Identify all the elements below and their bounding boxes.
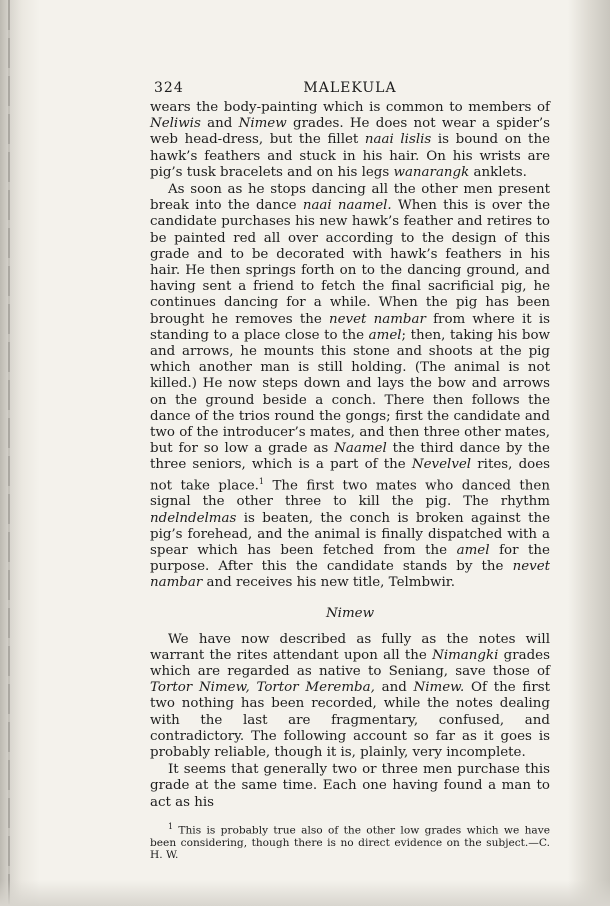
italic-term: naai naamel.: [302, 198, 392, 214]
italic-term: Nimew: [238, 116, 287, 132]
italic-term: amel: [456, 542, 490, 558]
page-bottom-shadow: [0, 880, 610, 906]
paragraph-p4: [150, 762, 550, 811]
text-run: from where it is standing to a place close to the: [150, 311, 550, 343]
italic-term: nevet nambar: [150, 559, 550, 591]
running-head: MALEKULA: [303, 80, 397, 96]
italic-term: Neliwis: [150, 116, 201, 132]
text-run: When this is over the candidate purchases his new hawk’s feather and retires to be painted red all over according to the design of this grade and to be decorated with hawk’s feathers in his hair. He then springs forth on to the dancing ground, and having sent a friend to fetch the final sacrificial pig, he continues dancing for a while. When the pig has been brought he removes the: [150, 198, 551, 327]
text-run: and: [200, 116, 239, 132]
text-run: is beaten, the conch is broken against the pig’s forehead, and the animal is finally dispatched with a spear which has been fetched from the: [150, 510, 550, 558]
text-run: is bound on the hawk’s feathers and stuck in his hair. On his wrists are pig’s tusk bracelets and on his legs: [150, 132, 550, 180]
book-page: [150, 80, 550, 872]
text-run: ; then, taking his bow and arrows, he mounts this stone and shoots at the pig which another man is still holding. (The animal is not killed.) He now steps down and lays the bow and arrows on the ground beside a conch. There then follows the dance of the trios round the gongs; first the candidate and two of the introducer’s mates, and then three other mates, but for so low a grade as: [150, 327, 550, 457]
italic-term: Naamel: [334, 441, 387, 457]
page-edge-shadow: [568, 0, 610, 906]
text-run: wears the body-painting which is common to members of: [150, 100, 550, 115]
text-run: grades. He does not wear a spider’s web head-dress, but the fillet: [150, 116, 550, 148]
paragraphs-after-heading: [150, 632, 550, 811]
body-text: [150, 100, 550, 811]
text-run: the third dance by the three seniors, which is a part of the: [150, 441, 550, 473]
italic-term: amel: [368, 327, 402, 343]
italic-term: ndelndelmas: [150, 510, 237, 526]
italic-term: Tortor Nimew, Tortor Meremba,: [150, 680, 375, 696]
text-run: The first two mates who danced then signal the other three to kill the pig. The rhythm: [150, 478, 550, 510]
book-gutter-shadow: [0, 0, 40, 906]
italic-term: Nevelvel: [411, 457, 472, 473]
paragraph-p3: [150, 632, 550, 762]
text-run: We have now described as fully as the notes will warrant the rites attendant upon all the: [150, 631, 550, 663]
section-heading: Nimew: [325, 605, 375, 621]
text-run: As soon as he stops dancing all the other men present break into the dance: [150, 182, 550, 214]
text-run: and: [374, 680, 414, 696]
italic-term: nevet nambar: [329, 311, 426, 327]
italic-term: wanarangk: [393, 164, 470, 180]
italic-term: Nimew.: [413, 680, 465, 696]
paragraph-p1: [150, 100, 550, 181]
footnote-text: This is probably true also of the other low grades which we have been considering, though there is no direct evidence on the subject.—C. H. W.: [150, 824, 550, 862]
paragraph-p2: [150, 182, 550, 592]
text-run: anklets.: [469, 164, 527, 180]
text-run: for the purpose. After this the candidate stands by the: [150, 542, 550, 575]
text-run: rites, does not take place.: [150, 457, 550, 494]
italic-term: naai lislis: [364, 132, 432, 148]
text-run: Of the first two nothing has been recorded, while the notes dealing with the last are fragmentary, confused, and contradictory. The following account so far as it goes is probably reliable, though it is, plainly, very incomplete.: [150, 680, 550, 760]
footnote-reference: 1: [258, 476, 265, 486]
paragraphs-before-heading: [150, 100, 550, 592]
page-number: 324: [154, 80, 184, 96]
text-run: and receives his new title, Telmbwir.: [202, 575, 455, 591]
footnote-marker: 1: [168, 821, 174, 831]
text-run: grades which are regarded as native to Seniang, save those of: [150, 647, 550, 679]
text-run: It seems that generally two or three men purchase this grade at the same time. Each one having found a man to act as his: [150, 762, 550, 810]
italic-term: Nimangki: [432, 647, 499, 663]
footnote: [150, 821, 550, 862]
page-header: [150, 80, 550, 100]
